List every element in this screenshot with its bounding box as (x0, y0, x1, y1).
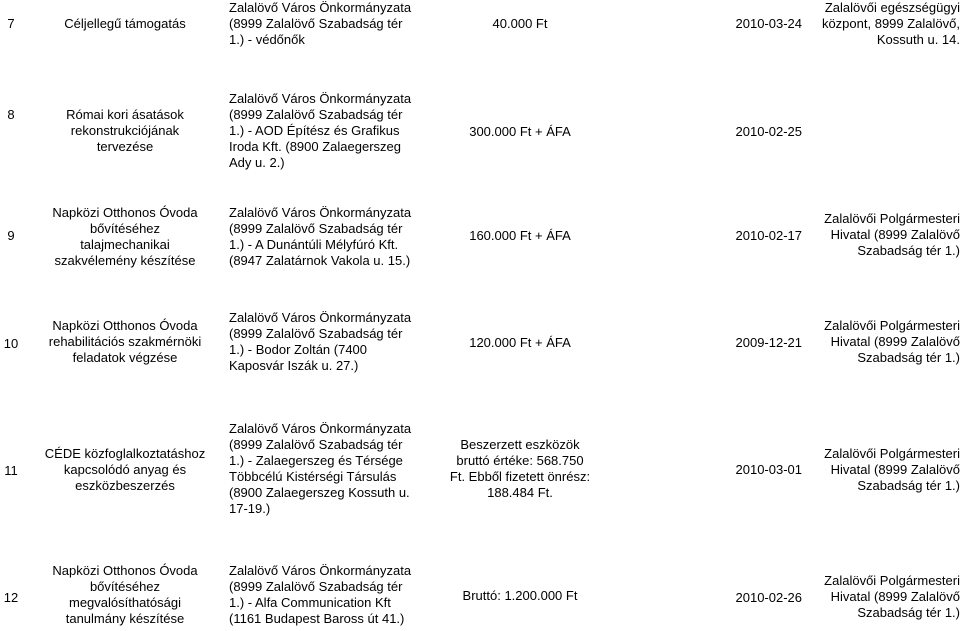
table-row (0, 91, 960, 183)
text-line: Hivatal (8999 Zalalövő (830, 227, 960, 242)
project-title (40, 318, 210, 366)
text-line: Zalalövői Polgármesteri (824, 211, 960, 226)
organization (229, 563, 429, 627)
table-row (0, 205, 960, 275)
text-line: Ady u. 2.) (229, 155, 285, 170)
organization (229, 91, 429, 171)
row-number: 8 (7, 107, 15, 122)
text-line: rekonstrukciójának (70, 123, 180, 138)
text-line: Napközi Otthonos Óvoda (52, 318, 198, 333)
text-line: (8999 Zalalövő Szabadság tér (229, 326, 403, 341)
text-line: 17-19.) (229, 501, 271, 516)
text-line: Hivatal (8999 Zalalövő (830, 334, 960, 349)
text-line: Ft. Ebből fizetett önrész: (449, 469, 591, 484)
amount (440, 335, 600, 351)
row-number: 9 (7, 228, 15, 243)
text-line: rehabilitációs szakmérnöki (48, 334, 202, 349)
text-line: Zalalövő Város Önkormányzata (229, 310, 412, 325)
text-line: (8999 Zalalövő Szabadság tér (229, 221, 403, 236)
project-title (40, 446, 210, 494)
text-line: Zalalövői Polgármesteri (824, 573, 960, 588)
text-line: Zalalövő Város Önkormányzata (229, 91, 412, 106)
text-line: 1.) - Bodor Zoltán (7400 (229, 342, 368, 357)
row-number: 10 (3, 336, 19, 351)
date: 2010-02-25 (735, 124, 802, 139)
text-line: (8999 Zalalövő Szabadság tér (229, 16, 403, 31)
row-number: 11 (4, 463, 18, 478)
amount (440, 228, 600, 244)
location (812, 446, 960, 494)
text-line: talajmechanikai (80, 237, 170, 252)
text-line: Iroda Kft. (8900 Zalaegerszeg (229, 139, 401, 154)
amount (440, 16, 600, 32)
project-title (40, 563, 210, 627)
table-row (0, 421, 960, 521)
amount (440, 124, 600, 140)
text-line: 1.) - Alfa Communication Kft (229, 595, 391, 610)
text-line: CÉDE közfoglalkoztatáshoz (44, 446, 206, 461)
text-line: Kaposvár Iszák u. 27.) (229, 358, 359, 373)
location (812, 573, 960, 621)
text-line: tervezése (96, 139, 154, 154)
text-line: 40.000 Ft (492, 16, 548, 31)
text-line: bővítéséhez (89, 579, 161, 594)
text-line: feladatok végzése (72, 350, 178, 365)
location (812, 0, 960, 48)
table-row (0, 310, 960, 380)
row-number: 7 (7, 16, 15, 31)
text-line: bruttó értéke: 568.750 (456, 453, 584, 468)
text-line: megvalósíthatósági (68, 595, 181, 610)
organization (229, 0, 429, 48)
text-line: 188.484 Ft. (487, 485, 553, 500)
text-line: 1.) - védőnők (229, 32, 305, 47)
text-line: Római kori ásatások (66, 107, 184, 122)
text-line: központ, 8999 Zalalövő, (821, 16, 960, 31)
amount (440, 588, 600, 604)
text-line: Zalalövői Polgármesteri (824, 446, 960, 461)
text-line: Napközi Otthonos Óvoda (52, 563, 198, 578)
text-line: 1.) - Zalaegerszeg és Térsége (229, 453, 403, 468)
text-line: kapcsolódó anyag és (63, 462, 187, 477)
text-line: Szabadság tér 1.) (857, 478, 960, 493)
date: 2009-12-21 (735, 335, 802, 350)
text-line: Zalalövői egészségügyi (824, 0, 960, 15)
text-line: Szabadság tér 1.) (857, 605, 960, 620)
text-line: (1161 Budapest Baross út 41.) (229, 611, 405, 626)
text-line: Zalalövő Város Önkormányzata (229, 0, 412, 15)
text-line: tanulmány készítése (65, 611, 185, 626)
row-number: 12 (3, 590, 19, 605)
text-line: Bruttó: 1.200.000 Ft (462, 588, 578, 603)
text-line: 300.000 Ft + ÁFA (469, 124, 571, 139)
date: 2010-02-17 (735, 228, 802, 243)
organization (229, 205, 429, 269)
table-row (0, 0, 960, 75)
project-title (40, 107, 210, 155)
text-line: (8999 Zalalövő Szabadság tér (229, 437, 403, 452)
text-line: Napközi Otthonos Óvoda (52, 205, 198, 220)
project-title (40, 16, 210, 32)
text-line: (8900 Zalaegerszeg Kossuth u. (229, 485, 410, 500)
amount (440, 437, 600, 501)
date: 2010-02-26 (735, 590, 802, 605)
project-title (40, 205, 210, 269)
text-line: Hivatal (8999 Zalalövő (830, 589, 960, 604)
text-line: Zalalövő Város Önkormányzata (229, 421, 412, 436)
date: 2010-03-24 (735, 16, 802, 31)
table-row (0, 563, 960, 631)
text-line: 120.000 Ft + ÁFA (469, 335, 571, 350)
text-line: Többcélú Kistérségi Társulás (229, 469, 397, 484)
text-line: Zalalövői Polgármesteri (824, 318, 960, 333)
text-line: Szabadság tér 1.) (857, 350, 960, 365)
text-line: eszközbeszerzés (75, 478, 175, 493)
text-line: (8999 Zalalövő Szabadság tér (229, 107, 403, 122)
text-line: szakvélemény készítése (54, 253, 196, 268)
text-line: (8999 Zalalövő Szabadság tér (229, 579, 403, 594)
text-line: Zalalövő Város Önkormányzata (229, 563, 412, 578)
text-line: 1.) - A Dunántúli Mélyfúró Kft. (229, 237, 399, 252)
text-line: 1.) - AOD Építész és Grafikus (229, 123, 400, 138)
date: 2010-03-01 (735, 462, 802, 477)
text-line: 160.000 Ft + ÁFA (469, 228, 571, 243)
text-line: Szabadság tér 1.) (857, 243, 960, 258)
text-line: Beszerzett eszközök (460, 437, 580, 452)
text-line: bővítéséhez (89, 221, 161, 236)
location (812, 318, 960, 366)
location (812, 211, 960, 259)
text-line: Céljellegű támogatás (64, 16, 186, 31)
organization (229, 421, 429, 517)
organization (229, 310, 429, 374)
text-line: Zalalövő Város Önkormányzata (229, 205, 412, 220)
text-line: Kossuth u. 14. (876, 32, 960, 47)
text-line: Hivatal (8999 Zalalövő (830, 462, 960, 477)
text-line: (8947 Zalatárnok Vakola u. 15.) (229, 253, 411, 268)
